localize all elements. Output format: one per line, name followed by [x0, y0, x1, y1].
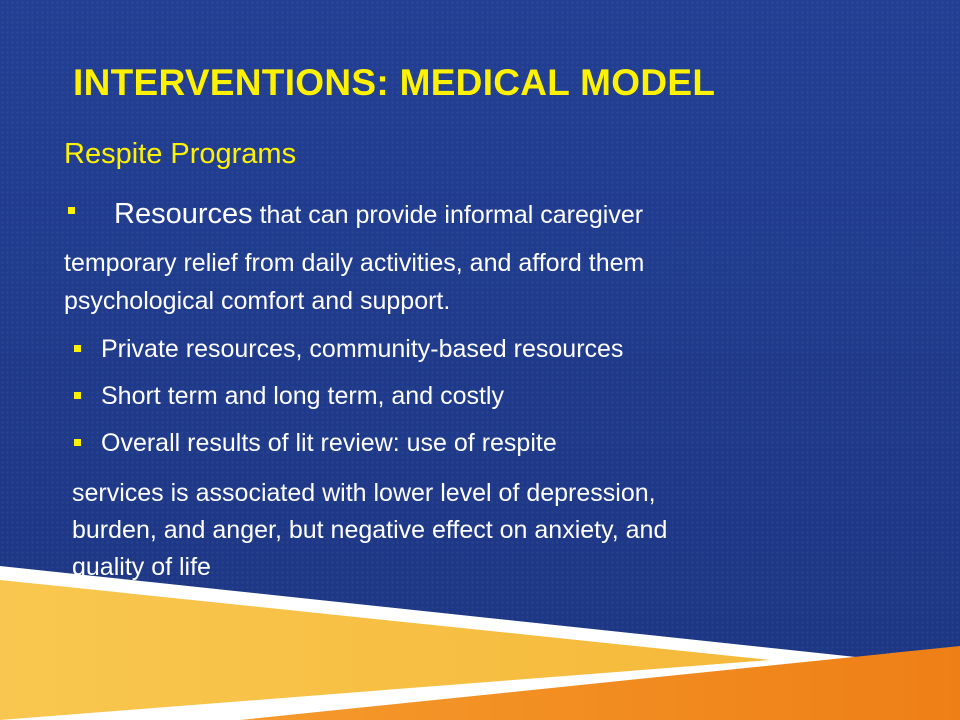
sub-bullet: Short term and long term, and costly — [101, 382, 504, 410]
main-bullet-lead: Resources — [114, 198, 253, 230]
continuation-line: services is associated with lower level of depression, — [72, 479, 656, 507]
continuation-line: quality of life — [72, 553, 211, 581]
paragraph-line: temporary relief from daily activities, and afford them — [64, 249, 645, 277]
subheading: Respite Programs — [64, 138, 297, 170]
sub-bullet: Overall results of lit review: use of respite — [101, 429, 557, 457]
slide-title: INTERVENTIONS: MEDICAL MODEL — [73, 62, 716, 103]
paragraph-line: psychological comfort and support. — [64, 287, 451, 315]
sub-bullet: Private resources, community-based resources — [101, 335, 624, 363]
continuation-line: burden, and anger, but negative effect on anxiety, and — [72, 516, 668, 544]
main-bullet-rest: that can provide informal caregiver — [252, 201, 644, 229]
